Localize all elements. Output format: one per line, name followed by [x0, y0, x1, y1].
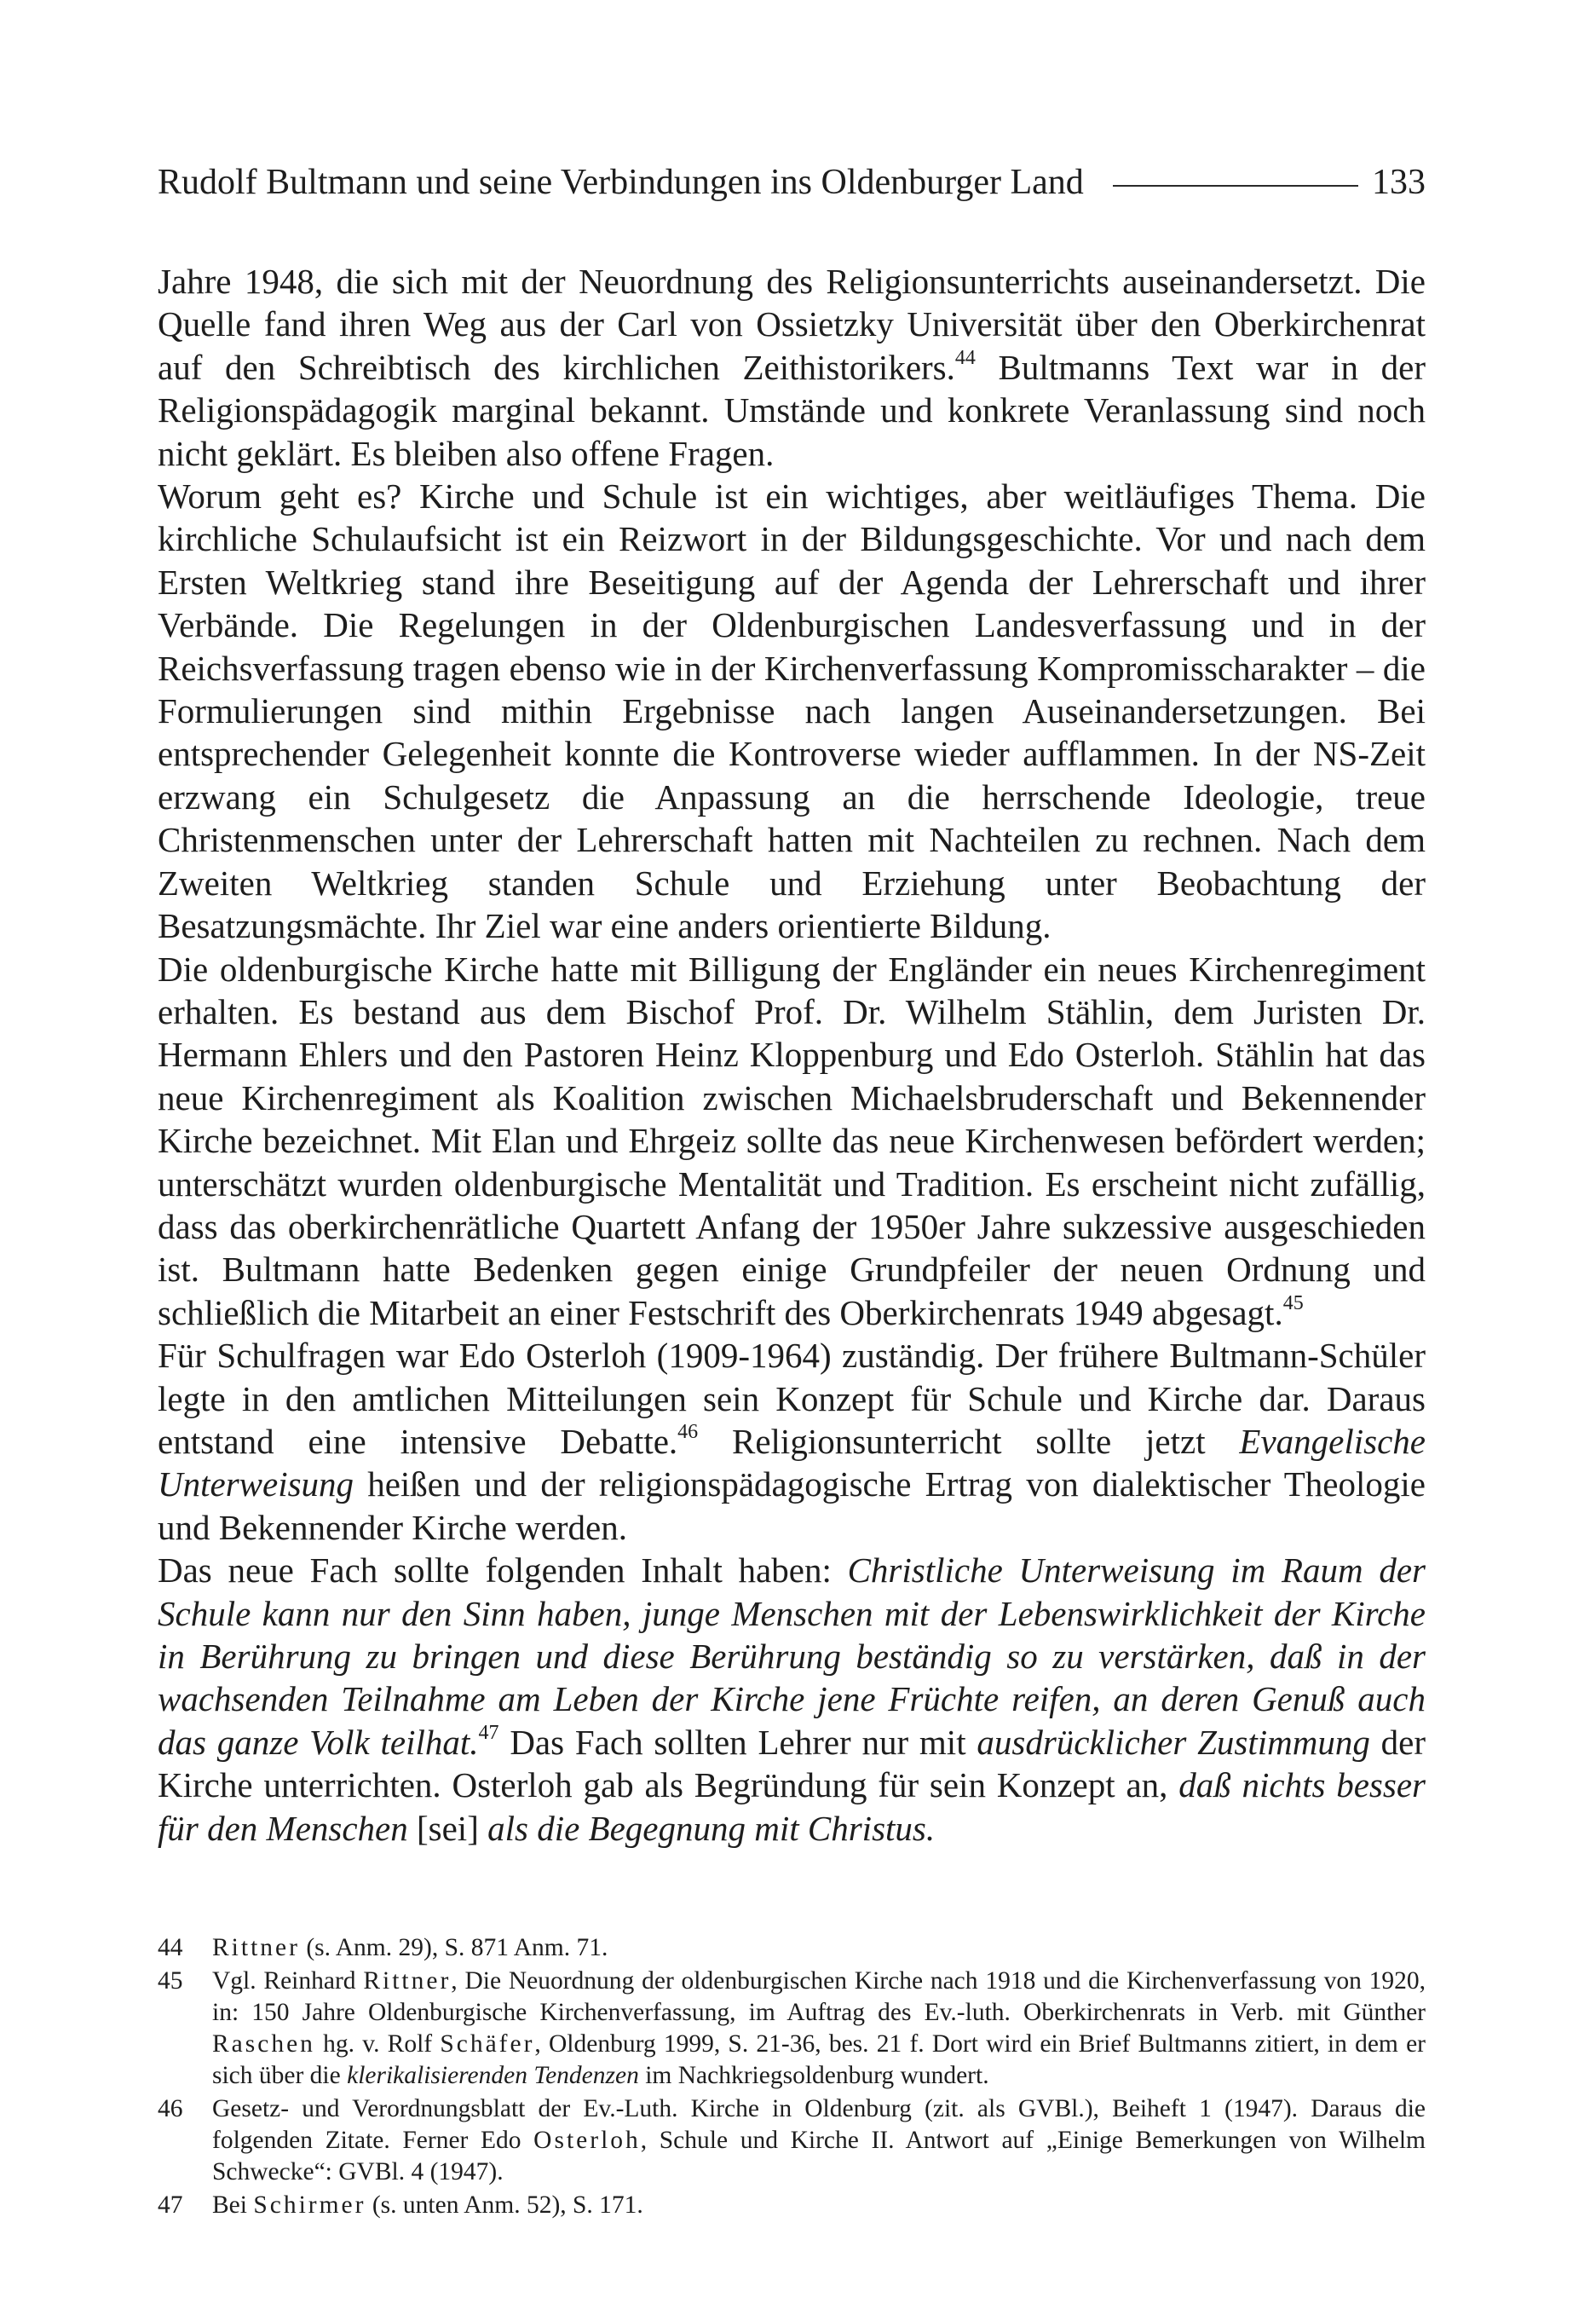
footnote-text: [212, 1966, 1426, 2092]
author-name: Schirmer: [253, 2191, 366, 2219]
page-number: 133: [1372, 163, 1426, 202]
text-run: Die oldenburgische Kirche hatte mit Billigung der Engländer ein neues Kirchenregiment erhalten. Es bestand aus dem Bischof Prof. Dr. Wilhelm Stählin, dem Juristen Dr. Hermann Ehlers und den Pastoren Heinz Kloppenburg und Edo Osterloh. Stählin hat das neue Kirchenregiment als Koalition zwischen Michaelsbruderschaft und Bekennender Kirche bezeichnet. Mit Elan und Ehrgeiz sollte das neue Kirchenwesen befördert werden; unterschätzt wurden oldenburgische Mentalität und Tradition. Es erscheint nicht zufällig, dass das oberkirchenrätliche Quartett Anfang der 1950er Jahre sukzessive ausgeschieden ist. Bultmann hatte Bedenken gegen einige Grundpfeiler der neuen Ordnung und schließlich die Mitarbeit an einer Festschrift des Oberkirchenrats 1949 abgesagt.: [158, 949, 1426, 1332]
running-title: Rudolf Bultmann und seine Verbindungen ins Oldenburger Land: [158, 163, 1084, 202]
footnote-text: [212, 2093, 1426, 2188]
text-run: im Nachkriegsoldenburg wundert.: [638, 2062, 989, 2089]
paragraph-1: [158, 260, 1426, 475]
text-run: Jahre 1948, die sich mit der Neuordnung des Religionsunterrichts auseinandersetzt. Die Quelle fand ihren Weg aus der Carl von Ossietzky Universität über den Oberkirchenrat auf den Schreibtisch des kirchlichen Zeithistorikers.: [158, 262, 1426, 387]
author-name: Rittner: [212, 1934, 300, 1961]
text-run: Vgl. Reinhard: [212, 1967, 364, 1995]
footnote-text: [212, 1932, 1426, 1964]
text-run: , Oldenburg 1999, S. 21-36, bes. 21 f. Dort wird ein Brief Bultmanns zitiert, in dem er sich über die: [212, 2030, 1426, 2089]
footnote-text: [212, 2190, 1426, 2221]
footnote-number: 44: [158, 1934, 183, 1961]
italic-term: klerikalisierenden Tendenzen: [347, 2062, 639, 2089]
italic-quote: als die Begegnung mit Christus.: [487, 1808, 936, 1848]
footnote-number: 45: [158, 1967, 183, 1995]
footnote-ref-45[interactable]: 45: [1282, 1291, 1304, 1314]
author-name: Osterloh: [533, 2127, 641, 2154]
text-run: heißen und der religionspädagogische Ertrag von dialektischer Theologie und Bekennender Kirche werden.: [158, 1464, 1426, 1547]
paragraph-4: [158, 1334, 1426, 1549]
paragraph-3: [158, 948, 1426, 1335]
text-run: , Die Neuordnung der oldenburgischen Kirche nach 1918 und die Kirchenverfassung von 1920, in: 150 Jahre Oldenburgische Kirchenverfassung, im Auftrag des Ev.-luth. Oberkirchenrats in Verb. mit Günther: [212, 1967, 1426, 2026]
text-run: Bultmanns Text war in der Religionspädagogik marginal bekannt. Umstände und konkrete Veranlassung sind noch nicht geklärt. Es bleiben also offene Fragen.: [158, 347, 1426, 473]
text-run: Das neue Fach sollte folgenden Inhalt haben:: [158, 1550, 848, 1591]
paragraph-5: [158, 1549, 1426, 1850]
footnote-46: [158, 2093, 1426, 2188]
text-run: Gesetz- und Verordnungsblatt der Ev.-Luth. Kirche in Oldenburg (zit. als GVBl.), Beiheft 1 (1947). Daraus die folgenden Zitate. Ferner Edo: [212, 2095, 1426, 2154]
text-run: der Kirche unterrichten. Osterloh gab als Begründung für sein Konzept an,: [158, 1722, 1426, 1805]
text-run: (s. unten Anm. 52), S. 171.: [366, 2191, 643, 2219]
text-run: Für Schulfragen war Edo Osterloh (1909-1964) zuständig. Der frühere Bultmann-Schüler legte in den amtlichen Mitteilungen sein Konzept für Schule und Kirche dar. Daraus entstand eine intensive Debatte.: [158, 1336, 1426, 1461]
text-run: [sei]: [407, 1808, 488, 1848]
footnote-ref-46[interactable]: 46: [677, 1420, 699, 1443]
author-name: Schäfer: [440, 2030, 535, 2058]
header-rule: [1113, 185, 1358, 187]
text-run: Religionsunterricht sollte jetzt: [698, 1421, 1240, 1461]
footnote-45: [158, 1966, 1426, 2092]
text-run: Bei: [212, 2191, 254, 2219]
text-run: hg. v. Rolf: [314, 2030, 441, 2058]
running-header: [158, 160, 1426, 205]
footnote-number: 46: [158, 2095, 183, 2122]
author-name: Rittner: [363, 1967, 452, 1995]
text-run: Das Fach sollten Lehrer nur mit: [498, 1722, 977, 1762]
main-text: [158, 260, 1426, 1850]
footnote-ref-47[interactable]: 47: [478, 1721, 499, 1744]
footnote-ref-44[interactable]: 44: [954, 346, 976, 369]
italic-quote: daß nichts besser für den Menschen: [158, 1765, 1426, 1848]
italic-quote: Christliche Unterweisung im Raum der Schule kann nur den Sinn haben, junge Menschen mit der Lebenswirklichkeit der Kirche in Berührung zu bringen und diese Berührung beständig so zu verstärken, daß in der wachsenden Teilnahme am Leben der Kirche jene Früchte reifen, an deren Genuß auch das ganze Volk teilhat.: [158, 1550, 1426, 1762]
text-run: (s. Anm. 29), S. 871 Anm. 71.: [299, 1934, 608, 1961]
footnote-number: 47: [158, 2191, 183, 2219]
text-run: , Schule und Kirche II. Antwort auf „Einige Bemerkungen von Wilhelm Schwecke“: GVBl. 4 (1947).: [212, 2127, 1426, 2185]
footnotes: [158, 1932, 1426, 2223]
italic-term: Evangelische Unterweisung: [158, 1421, 1426, 1504]
footnote-44: [158, 1932, 1426, 1964]
footnote-47: [158, 2190, 1426, 2221]
italic-quote: ausdrücklicher Zustimmung: [977, 1722, 1370, 1762]
paragraph-2: Worum geht es? Kirche und Schule ist ein wichtiges, aber weitläufiges Thema. Die kirchliche Schulaufsicht ist ein Reizwort in der Bildungsgeschichte. Vor und nach dem Ersten Weltkrieg stand ihre Beseitigung auf der Agenda der Lehrerschaft und ihrer Verbände. Die Regelungen in der Oldenburgischen Landesverfassung und in der Reichsverfassung tragen ebenso wie in der Kirchenverfassung Kompromisscharakter – die Formulierungen sind mithin Ergebnisse nach langen Auseinandersetzungen. Bei entsprechender Gelegenheit konnte die Kontroverse wieder aufflammen. In der NS-Zeit erzwang ein Schulgesetz die Anpassung an die herrschende Ideologie, treue Christenmenschen unter der Lehrerschaft hatten mit Nachteilen zu rechnen. Nach dem Zweiten Weltkrieg standen Schule und Erziehung unter Beobachtung der Besatzungsmächte. Ihr Ziel war eine anders orientierte Bildung.: [158, 476, 1426, 946]
author-name: Raschen: [212, 2030, 315, 2058]
